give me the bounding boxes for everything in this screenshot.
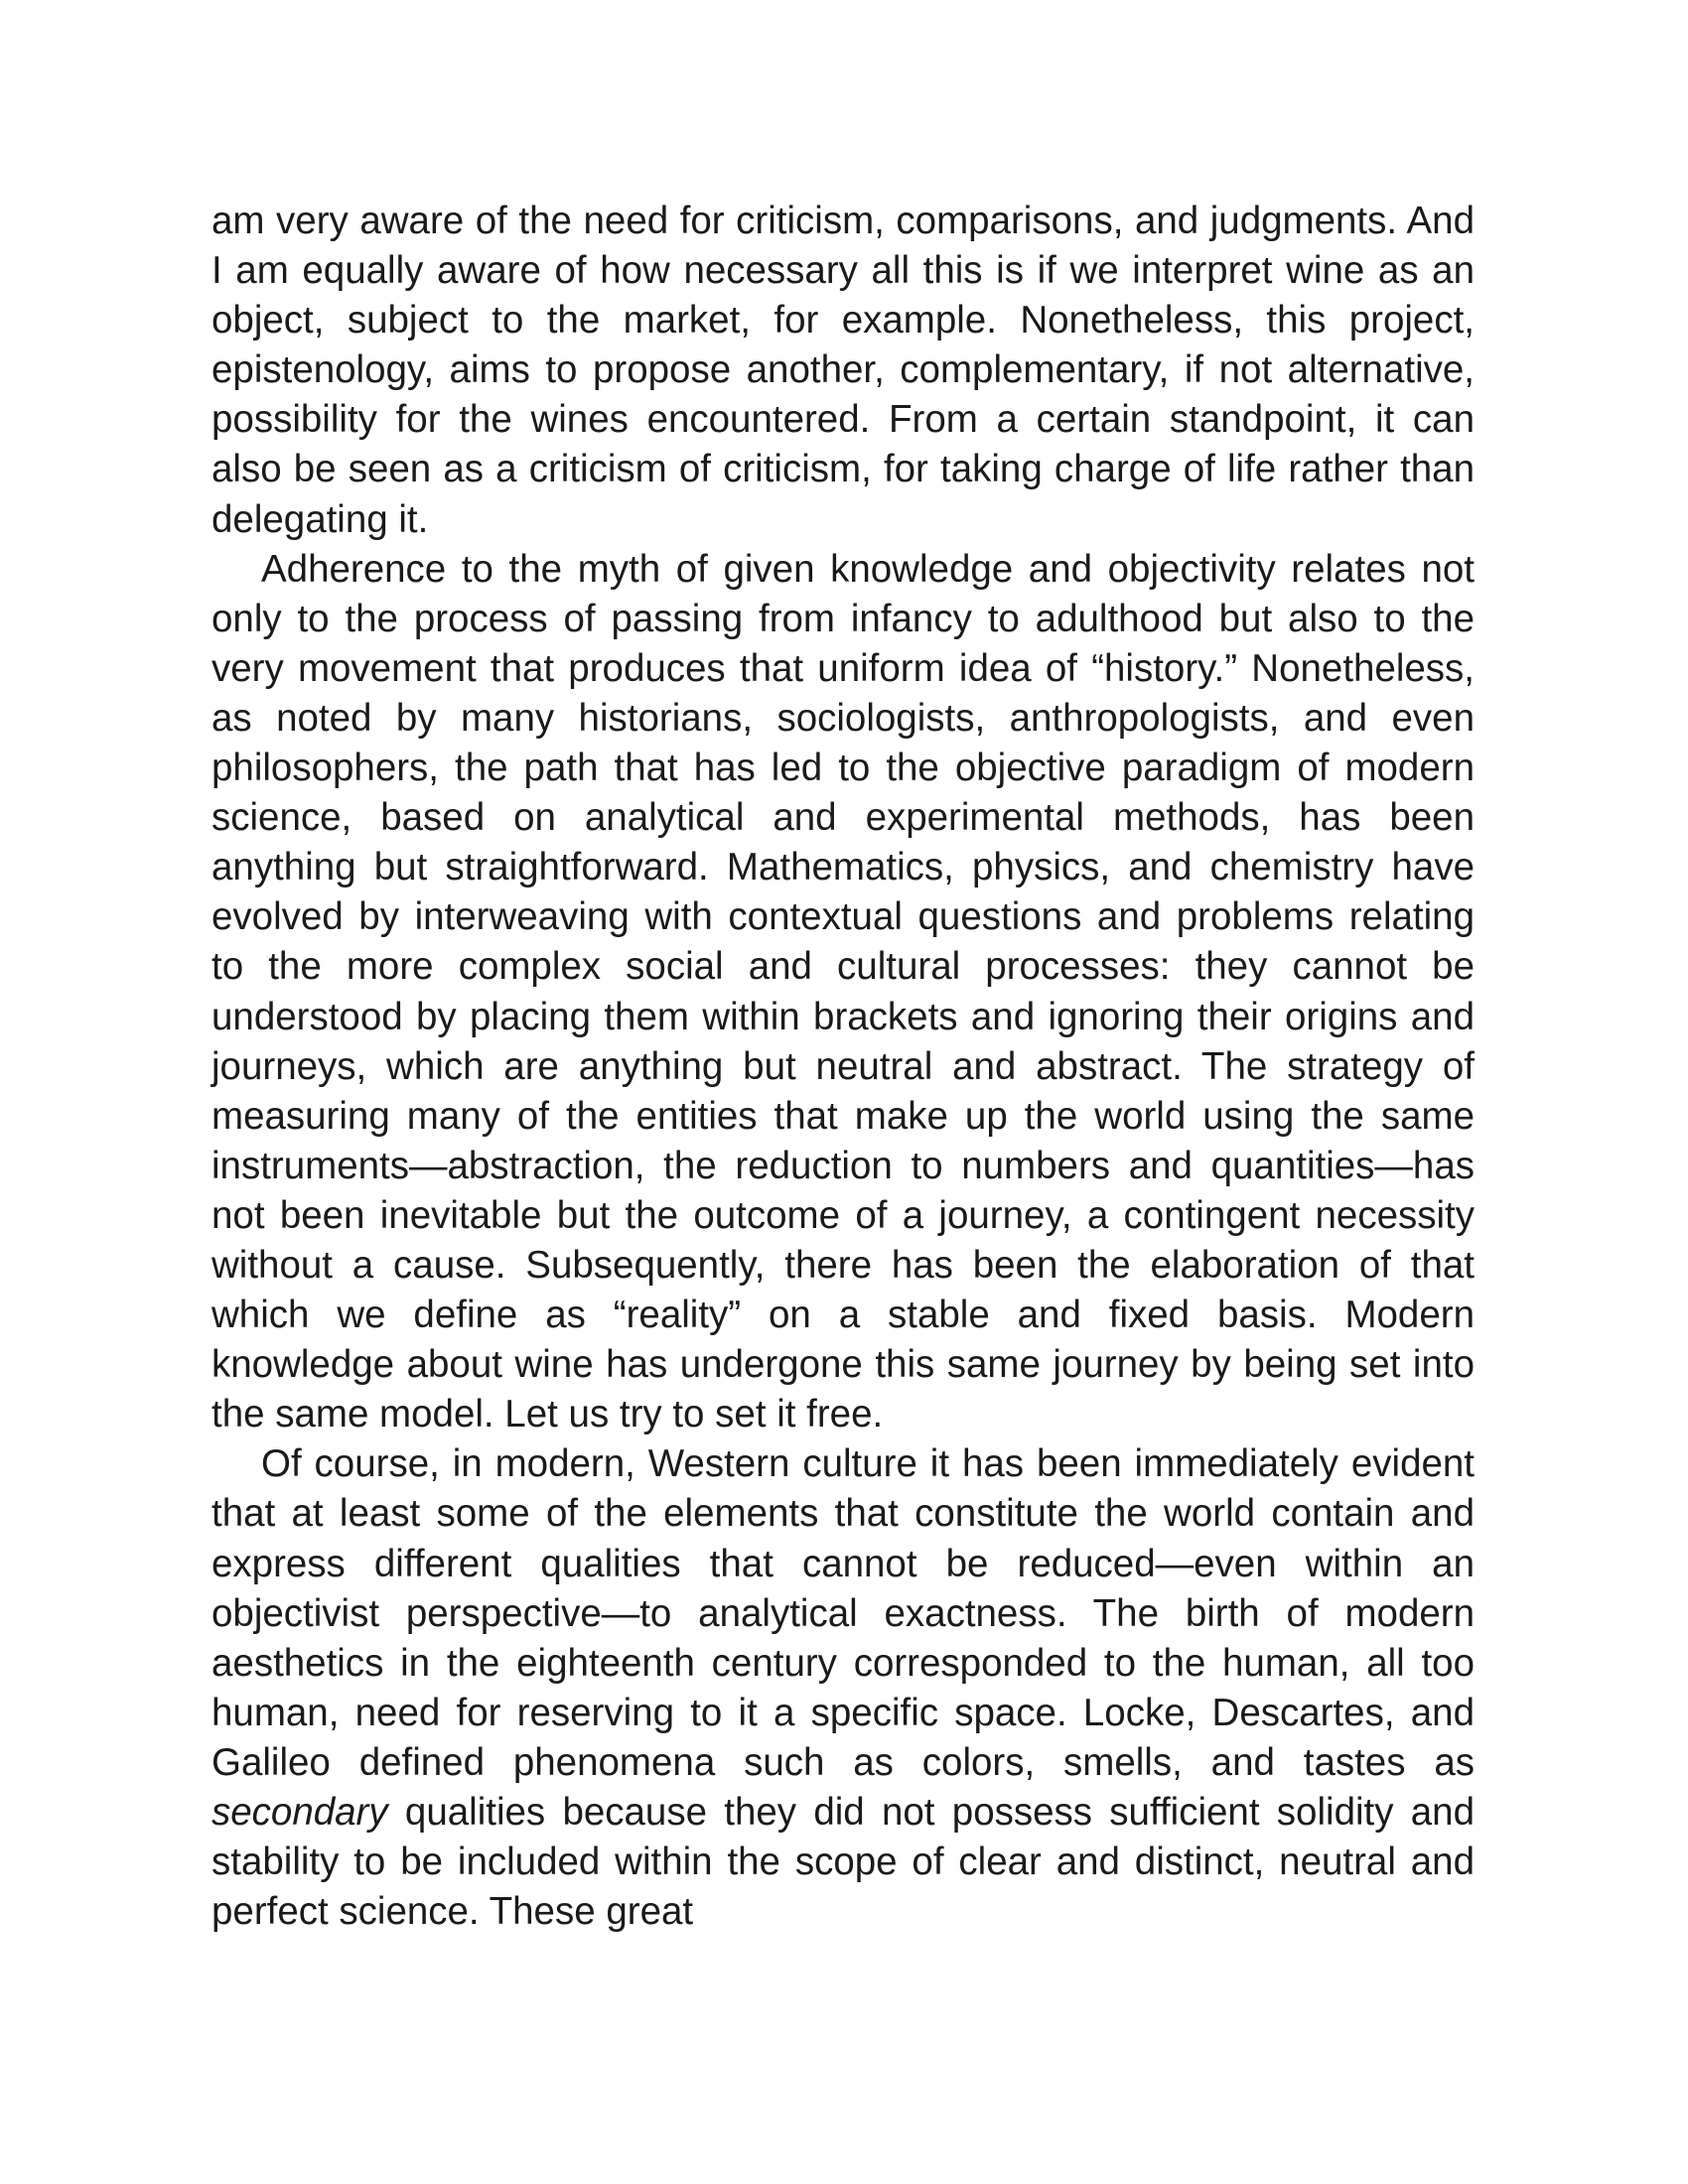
- paragraph-3: [211, 1439, 1475, 1937]
- paragraph-1: am very aware of the need for criticism, comparisons, and judgments. And I am equally aware of how necessary all this is if we interpret wine as an object, subject to the market, for example. Nonetheless, this project, epistenology, aims to propose another, complementary, if not alternative, possibility for the wines encountered. From a certain standpoint, it can also be seen as a criticism of criticism, for taking charge of life rather than delegating it.: [211, 200, 1475, 541]
- paragraph-3-text-before: Of course, in modern, Western culture it has been immediately evident that at least some of the elements that constitute the world contain and express different qualities that cannot be reduced—even within an objectivist perspective—to analytical exactness. The birth of modern aesthetics in the eighteenth century corresponded to the human, all too human, need for reserving to it a specific space. Locke, Descartes, and Galileo defined phenomena such as colors, smells, and tastes as: [211, 1442, 1475, 1784]
- paragraph-3-text-after: qualities because they did not possess sufficient solidity and stability to be included within the scope of clear and distinct, neutral and perfect science. These great: [211, 1791, 1475, 1934]
- paragraph-2: Adherence to the myth of given knowledge and objectivity relates not only to the process of passing from infancy to adulthood but also to the very movement that produces that uniform idea of “history.” Nonetheless, as noted by many historians, sociologists, anthropologists, and even philosophers, the path that has led to the objective paradigm of modern science, based on analytical and experimental methods, has been anything but straightforward. Mathematics, physics, and chemistry have evolved by interweaving with contextual questions and problems relating to the more complex social and cultural processes: they cannot be understood by placing them within brackets and ignoring their origins and journeys, which are anything but neutral and abstract. The strategy of measuring many of the entities that make up the world using the same instruments—abstraction, the reduction to numbers and quantities—has not been inevitable but the outcome of a journey, a contingent necessity without a cause. Subsequently, there has been the elaboration of that which we define as “reality” on a stable and fixed basis. Modern knowledge about wine has undergone this same journey by being set into the same model. Let us try to set it free.: [211, 547, 1475, 1436]
- paragraph-3-emphasis: secondary: [211, 1791, 388, 1834]
- page-body: [211, 197, 1475, 1937]
